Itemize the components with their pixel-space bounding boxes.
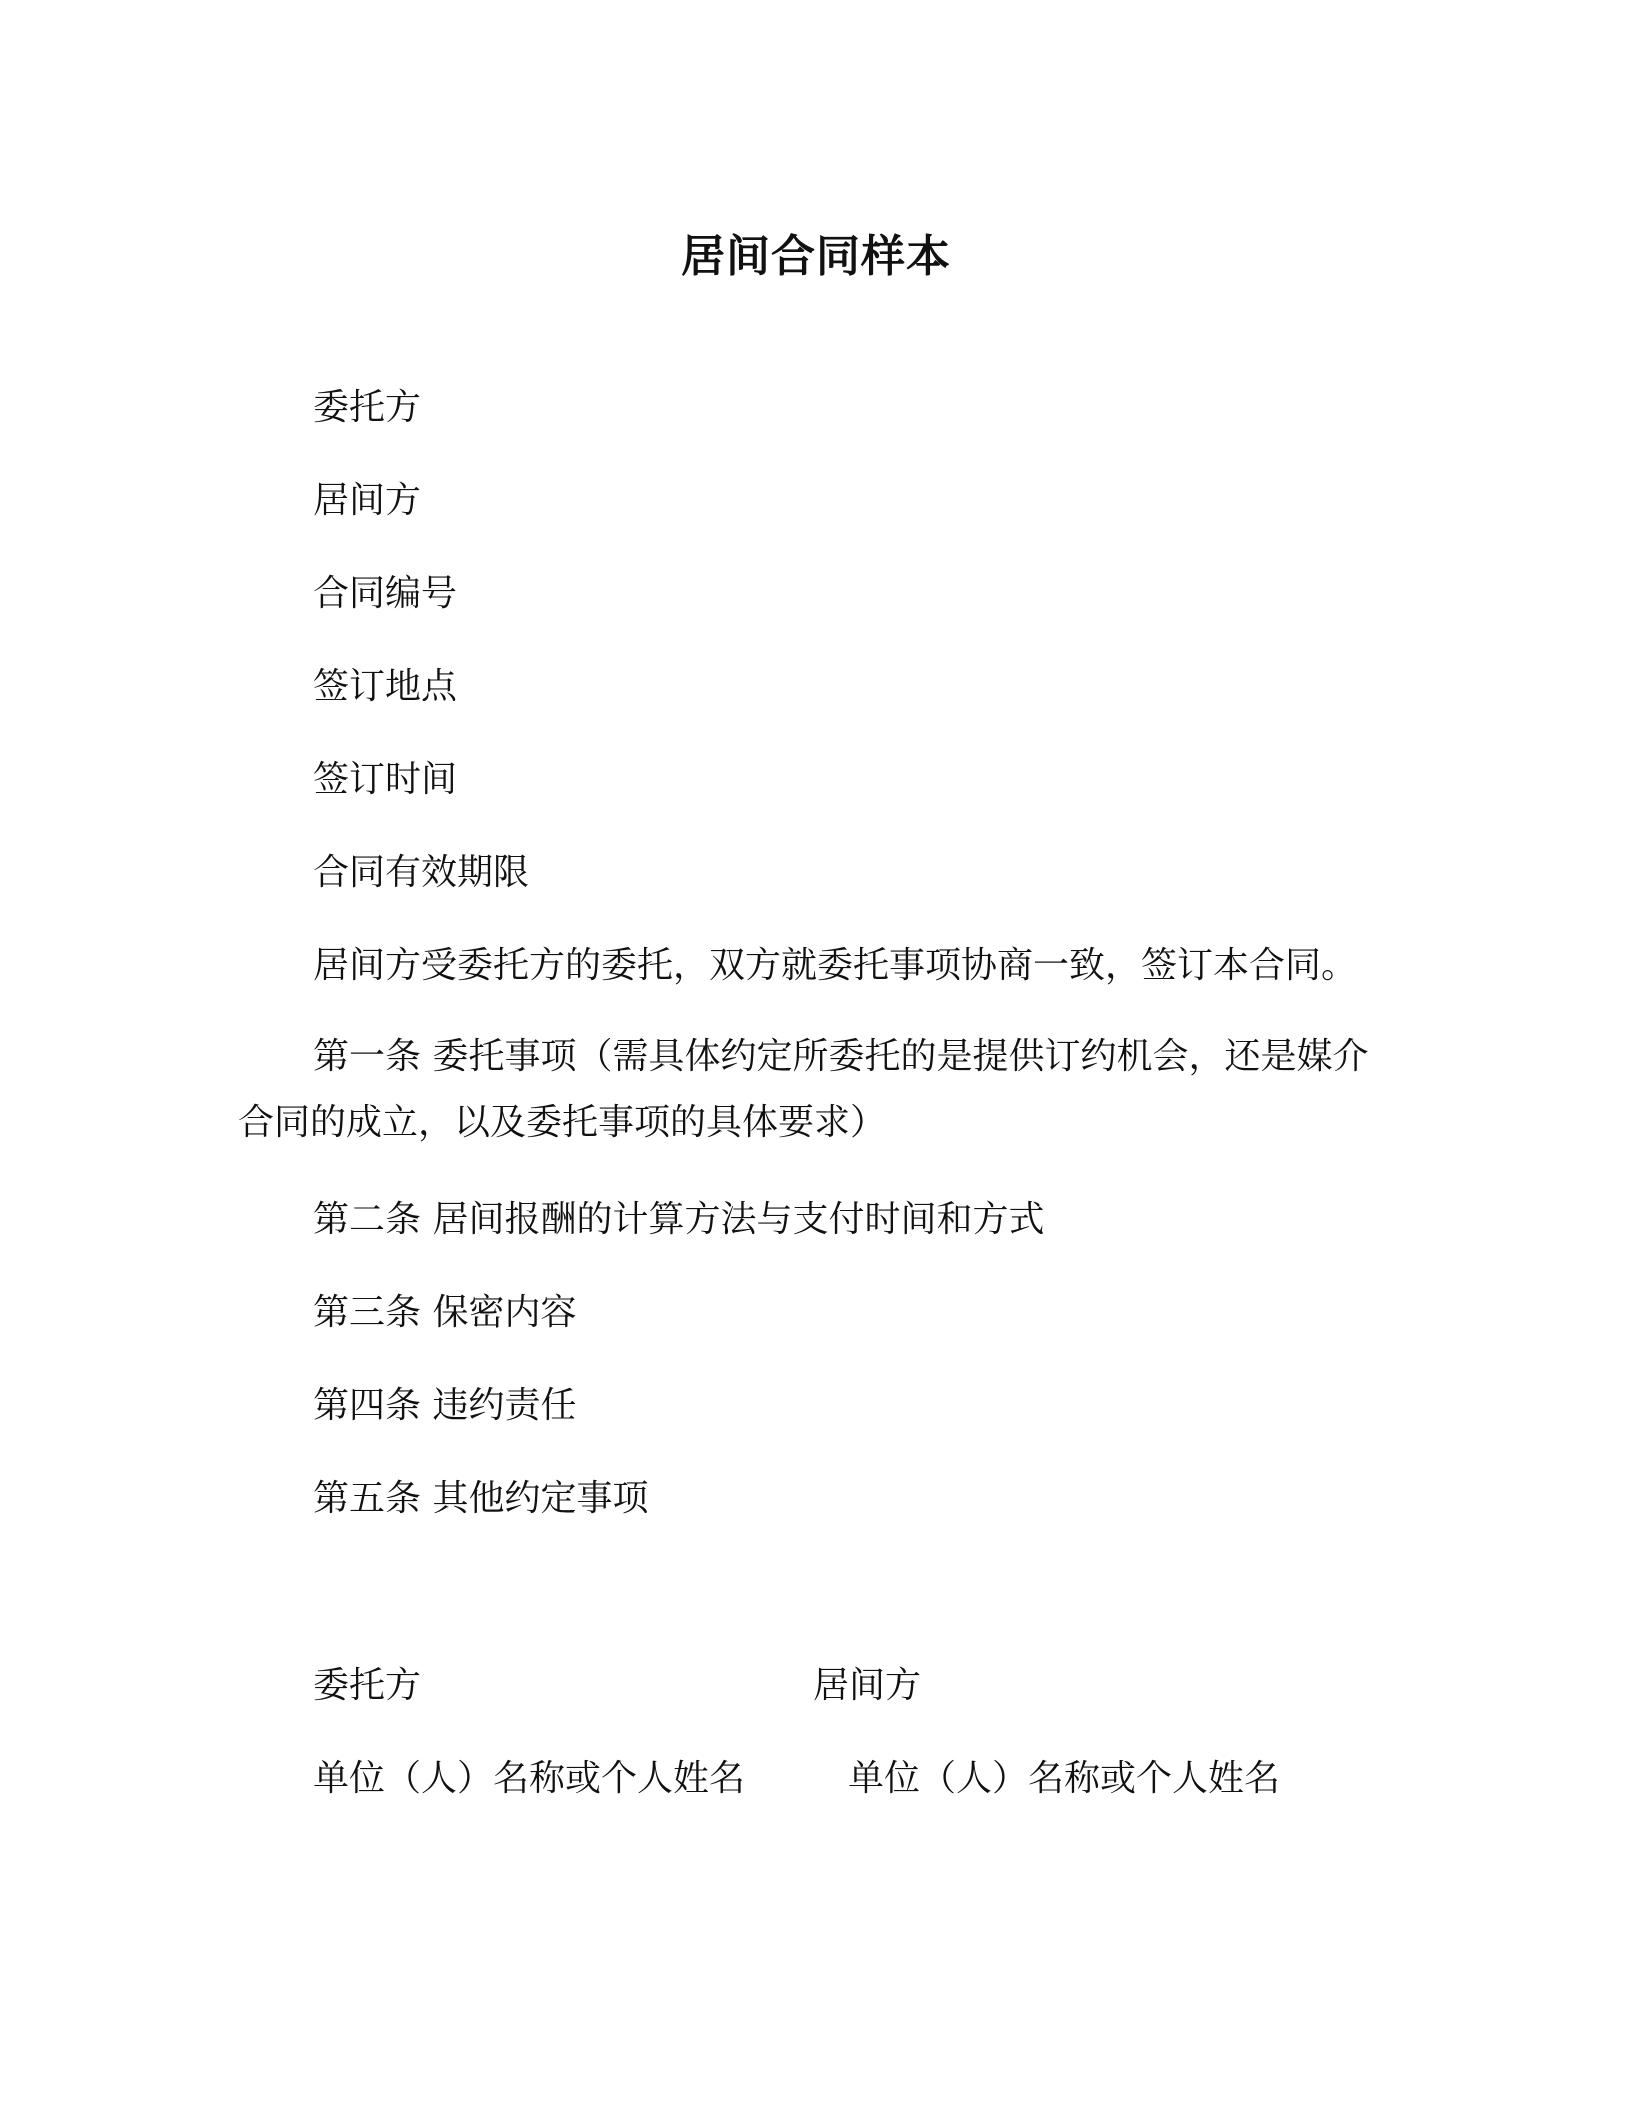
preamble-paragraph: 居间方受委托方的委托，双方就委托事项协商一致，签订本合同。 [313, 945, 1358, 986]
article-4: 第四条 违约责任 [313, 1385, 577, 1426]
signature-intermediary-label: 居间方 [813, 1665, 922, 1706]
field-intermediary: 居间方 [313, 480, 422, 521]
signature-client-name-label: 单位（人）名称或个人姓名 [313, 1758, 746, 1799]
field-signing-place: 签订地点 [313, 666, 458, 707]
field-contract-number: 合同编号 [313, 573, 458, 614]
article-3: 第三条 保密内容 [313, 1292, 577, 1333]
document-title: 居间合同样本 [681, 231, 951, 282]
article-2: 第二条 居间报酬的计算方法与支付时间和方式 [313, 1199, 1045, 1240]
signature-intermediary-name-label: 单位（人）名称或个人姓名 [848, 1758, 1281, 1799]
article-1: 第一条 委托事项（需具体约定所委托的是提供订约机会，还是媒介合同的成立，以及委托事项的具体要求） [238, 1036, 1369, 1143]
signature-client-label: 委托方 [313, 1665, 422, 1706]
field-validity-period: 合同有效期限 [313, 852, 530, 893]
field-client: 委托方 [313, 387, 422, 428]
article-5: 第五条 其他约定事项 [313, 1478, 649, 1519]
field-signing-time: 签订时间 [313, 759, 458, 800]
